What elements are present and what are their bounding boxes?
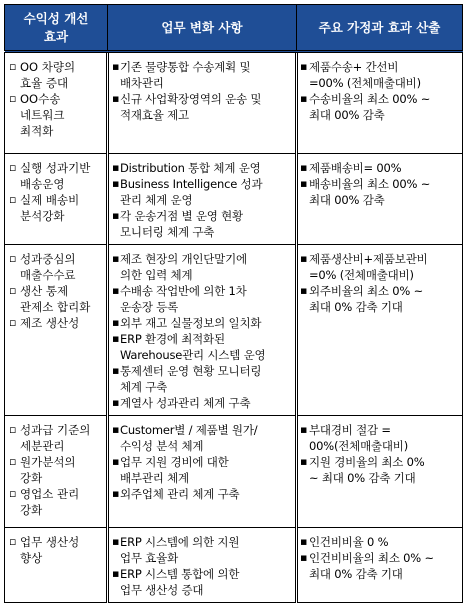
- effect-item-text: 제조 생산성: [20, 316, 80, 330]
- change-item: [112, 59, 292, 91]
- changes-cell: [108, 245, 297, 416]
- changes-cell-list: [112, 59, 292, 123]
- assumption-item: [300, 454, 459, 486]
- bullet-icon: ▪: [300, 551, 308, 564]
- effects-table: [4, 4, 463, 603]
- bullet-icon: ▪: [300, 161, 308, 174]
- effect-cell-list: [8, 251, 103, 331]
- change-item-text: 통제센터 운영 현황 모니터링 체계 구축: [120, 364, 262, 394]
- effect-cell: [5, 154, 108, 245]
- header-assumptions: [297, 5, 463, 52]
- assumption-item-text: 제품배송비= 00%: [309, 161, 402, 175]
- bullet-icon: ▫: [9, 316, 17, 329]
- effect-item: [8, 486, 103, 518]
- assumption-item-text: 지원 경비율의 최소 0% ~ 최대 0% 감축 기대: [309, 455, 425, 485]
- change-item-text: Customer별 / 제품별 원가/ 수익성 분석 체계: [120, 423, 258, 453]
- effects-table-sheet: [4, 4, 463, 603]
- effect-item-text: 실제 배송비 분석강화: [20, 193, 80, 223]
- effect-item-text: 원가분석의 강화: [20, 455, 76, 485]
- bullet-icon: ▪: [112, 455, 120, 468]
- bullet-icon: ▪: [300, 423, 308, 436]
- bullet-icon: ▪: [112, 177, 120, 190]
- change-item-text: 외주업체 관리 체계 구축: [120, 487, 240, 501]
- change-item: [112, 251, 292, 283]
- bullet-icon: ▪: [300, 177, 308, 190]
- change-item-text: 신규 사업확장영역의 운송 및 적재효율 제고: [120, 92, 262, 122]
- assumption-item-text: 수송비율의 최소 00% ~ 최대 00% 감축: [309, 92, 431, 122]
- assumptions-cell-list: [300, 160, 459, 208]
- assumptions-cell-list: [300, 251, 459, 315]
- effect-item: [8, 192, 103, 224]
- bullet-icon: ▪: [112, 316, 120, 329]
- effect-item-text: 실행 성과기반 배송운영: [20, 161, 91, 191]
- header-changes: [108, 5, 297, 52]
- change-item-text: Distribution 통합 체계 운영: [120, 161, 261, 175]
- change-item-text: 업무 지원 경비에 대한 배부관리 체계: [120, 455, 229, 485]
- bullet-icon: ▪: [300, 455, 308, 468]
- bullet-icon: ▫: [9, 161, 17, 174]
- bullet-icon: ▫: [9, 487, 17, 500]
- bullet-icon: ▪: [112, 396, 120, 409]
- effect-item-text: OO 차량의 효율 증대: [20, 60, 76, 90]
- assumption-item: [300, 176, 459, 208]
- effect-item: [8, 91, 103, 139]
- bullet-icon: ▫: [9, 535, 17, 548]
- bullet-icon: ▪: [112, 92, 120, 105]
- assumptions-cell-list: [300, 534, 459, 582]
- changes-cell: [108, 416, 297, 528]
- bullet-icon: ▪: [112, 161, 120, 174]
- change-item: [112, 176, 292, 208]
- assumptions-cell-list: [300, 59, 459, 123]
- bullet-icon: ▪: [300, 92, 308, 105]
- bullet-icon: ▪: [112, 209, 120, 222]
- header-row: [5, 5, 463, 52]
- effect-cell: [5, 245, 108, 416]
- bullet-icon: ▪: [300, 535, 308, 548]
- table-row: [5, 528, 463, 603]
- assumption-item: [300, 160, 459, 176]
- change-item: [112, 486, 292, 502]
- bullet-icon: ▫: [9, 455, 17, 468]
- assumption-item-text: 제품수송+ 간선비 =00% (전체매출대비): [309, 60, 421, 90]
- change-item-text: 수배송 작업반에 의한 1차 운송장 등록: [120, 284, 247, 314]
- changes-cell: [108, 154, 297, 245]
- change-item-text: 각 운송거점 별 운영 현황 모니터링 체계 구축: [120, 209, 243, 239]
- effect-cell: [5, 528, 108, 603]
- assumptions-cell: [297, 245, 463, 416]
- effect-item-text: 성과중심의 매출수수료: [20, 252, 76, 282]
- assumption-item-text: 배송비율의 최소 00% ~ 최대 00% 감축: [309, 177, 431, 207]
- effect-item: [8, 534, 103, 566]
- change-item: [112, 160, 292, 176]
- change-item-text: ERP 시스템 통합에 의한 업무 생산성 증대: [120, 567, 240, 597]
- assumption-item-text: 외주비율의 최소 0% ~ 최대 0% 감축 기대: [309, 284, 424, 314]
- effect-item: [8, 315, 103, 331]
- header-effect-label: 수익성 개선 효과: [23, 10, 89, 44]
- table-row: [5, 245, 463, 416]
- change-item: [112, 363, 292, 395]
- assumption-item: [300, 91, 459, 123]
- bullet-icon: ▫: [9, 252, 17, 265]
- assumption-item: [300, 422, 459, 454]
- change-item: [112, 91, 292, 123]
- change-item: [112, 422, 292, 454]
- effect-cell: [5, 416, 108, 528]
- effect-item-text: 생산 통제 관제소 합리화: [20, 284, 91, 314]
- changes-cell: [108, 52, 297, 154]
- effect-item: [8, 422, 103, 454]
- assumptions-cell: [297, 154, 463, 245]
- effect-item: [8, 251, 103, 283]
- effect-item: [8, 59, 103, 91]
- effect-cell-list: [8, 59, 103, 139]
- table-row: [5, 416, 463, 528]
- changes-cell-list: [112, 534, 292, 598]
- change-item-text: 제조 현장의 개인단말기에 의한 입력 체계: [120, 252, 247, 282]
- assumptions-cell: [297, 416, 463, 528]
- change-item-text: 계열사 성과관리 체계 구축: [120, 396, 251, 410]
- header-changes-label: 업무 변화 사항: [161, 19, 243, 35]
- change-item: [112, 566, 292, 598]
- bullet-icon: ▪: [112, 487, 120, 500]
- assumption-item-text: 제품생산비+제품보관비 =0% (전체매출대비): [309, 252, 428, 282]
- bullet-icon: ▪: [112, 60, 120, 73]
- assumption-item-text: 부대경비 절감 = 00%(전체매출대비): [309, 423, 408, 453]
- bullet-icon: ▪: [112, 284, 120, 297]
- effect-item-text: 업무 생산성 향상: [20, 535, 80, 565]
- changes-cell-list: [112, 422, 292, 502]
- effect-cell-list: [8, 422, 103, 518]
- change-item: [112, 208, 292, 240]
- assumption-item-text: 인건비비율 0 %: [309, 535, 389, 549]
- effect-cell-list: [8, 534, 103, 566]
- effect-cell: [5, 52, 108, 154]
- effect-item: [8, 160, 103, 192]
- change-item-text: ERP 시스템에 의한 지원 업무 효율화: [120, 535, 240, 565]
- assumptions-cell: [297, 52, 463, 154]
- effect-item-text: 영업소 관리 강화: [20, 487, 80, 517]
- bullet-icon: ▪: [112, 423, 120, 436]
- effect-item: [8, 283, 103, 315]
- bullet-icon: ▪: [300, 252, 308, 265]
- header-effect: [5, 5, 108, 52]
- bullet-icon: ▪: [300, 60, 308, 73]
- bullet-icon: ▫: [9, 60, 17, 73]
- table-row: [5, 52, 463, 154]
- change-item: [112, 283, 292, 315]
- assumptions-cell: [297, 528, 463, 603]
- change-item: [112, 454, 292, 486]
- change-item: [112, 331, 292, 363]
- change-item: [112, 315, 292, 331]
- change-item-text: 기존 물량통합 수송계획 및 배차관리: [120, 60, 251, 90]
- effect-cell-list: [8, 160, 103, 224]
- bullet-icon: ▫: [9, 193, 17, 206]
- assumption-item: [300, 534, 459, 550]
- effect-item: [8, 454, 103, 486]
- table-row: [5, 154, 463, 245]
- bullet-icon: ▪: [112, 535, 120, 548]
- bullet-icon: ▪: [112, 332, 120, 345]
- assumption-item: [300, 251, 459, 283]
- assumption-item-text: 인건비비율의 최소 0% ~ 최대 0% 감축 기대: [309, 551, 434, 581]
- assumption-item: [300, 59, 459, 91]
- changes-cell: [108, 528, 297, 603]
- change-item-text: Business Intelligence 성과 관리 체계 운영: [120, 177, 263, 207]
- changes-cell-list: [112, 160, 292, 240]
- bullet-icon: ▪: [300, 284, 308, 297]
- bullet-icon: ▪: [112, 364, 120, 377]
- change-item: [112, 395, 292, 411]
- change-item-text: ERP 환경에 최적화된 Warehouse관리 시스템 운영: [120, 332, 266, 362]
- effect-item-text: 성과급 기준의 세분관리: [20, 423, 91, 453]
- bullet-icon: ▫: [9, 92, 17, 105]
- bullet-icon: ▪: [112, 252, 120, 265]
- bullet-icon: ▫: [9, 284, 17, 297]
- bullet-icon: ▪: [112, 567, 120, 580]
- bullet-icon: ▫: [9, 423, 17, 436]
- effect-item-text: OO수송 네트워크 최적화: [20, 92, 65, 138]
- assumptions-cell-list: [300, 422, 459, 486]
- changes-cell-list: [112, 251, 292, 411]
- assumption-item: [300, 283, 459, 315]
- header-assumptions-label: 주요 가정과 효과 산출: [318, 19, 441, 35]
- change-item: [112, 534, 292, 566]
- assumption-item: [300, 550, 459, 582]
- change-item-text: 외부 재고 실물정보의 일치화: [120, 316, 262, 330]
